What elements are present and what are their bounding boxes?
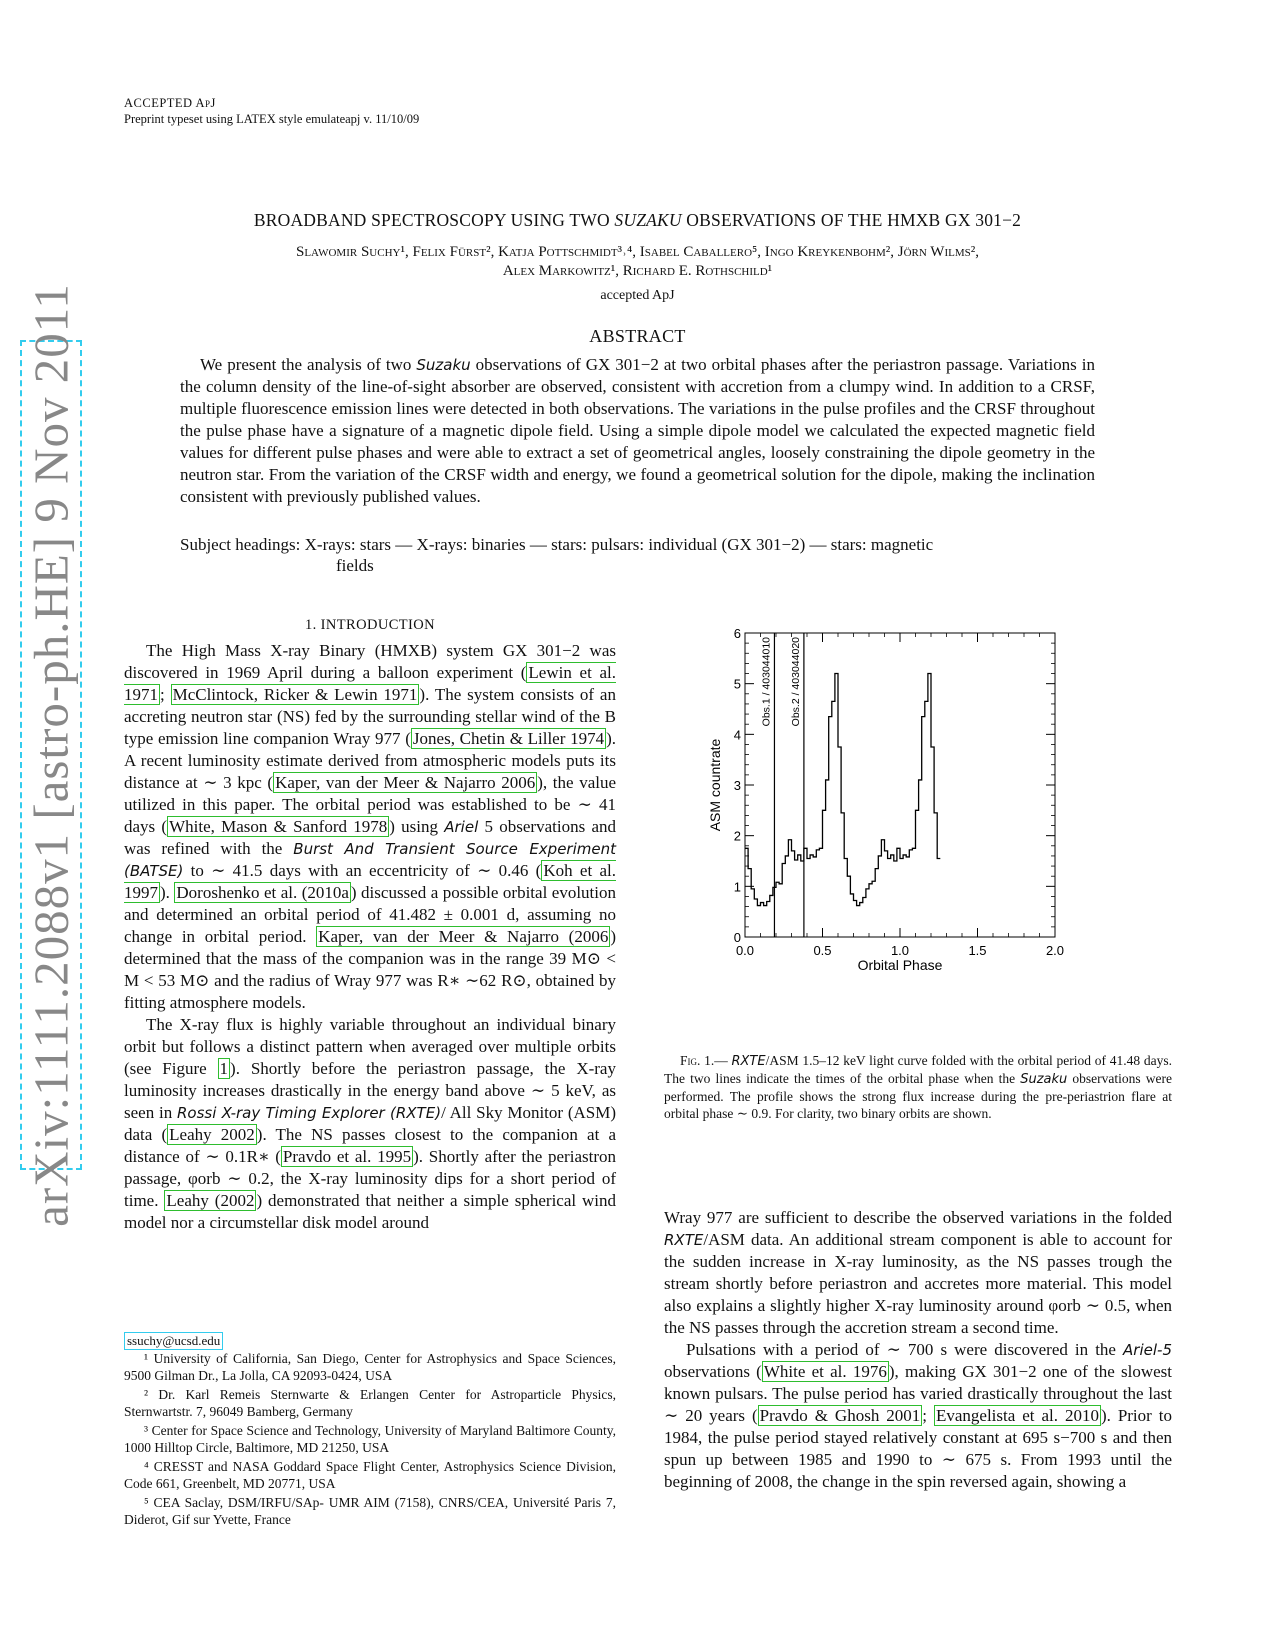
y-tick-label: 2	[733, 828, 741, 844]
preprint-note: Preprint typeset using LATEX style emulateapj v. 11/10/09	[124, 112, 420, 126]
accepted-note: accepted ApJ	[600, 288, 675, 303]
journal-label: ACCEPTED ApJ	[124, 96, 216, 110]
asm-light-curve-chart	[707, 625, 1155, 1035]
arxiv-stamp[interactable]: arXiv:1111.2088v1 [astro-ph.HE] 9 Nov 2011	[23, 283, 79, 1227]
citation-link[interactable]: Pravdo et al. 1995	[282, 1147, 412, 1166]
authors-line-2: Alex Markowitz¹, Richard E. Rothschild¹	[502, 263, 773, 279]
section-heading: 1. INTRODUCTION	[304, 617, 436, 633]
authors-line-1: Slawomir Suchy¹, Felix Fürst², Katja Pottschmidt³˒⁴, Isabel Caballero⁵, Ingo Kreykenbohm², Jörn Wilms²,	[295, 244, 979, 260]
y-axis-label: ASM countrate	[707, 738, 723, 832]
x-tick-label: 0.0	[735, 943, 755, 958]
footnotes	[124, 1350, 616, 1530]
y-tick-label: 4	[733, 727, 741, 743]
right-paragraph-1: Wray 977 are sufficient to describe the observed variations in the folded RXTE/ASM data. An additional stream component is able to account for the sudden increase in X-ray luminosity, as the NS passes trough the stream shortly before periastron and accretes more material. This model also explains a slightly higher X-ray luminosity around φorb ∼ 0.5, when the NS passes through the accretion stream a second time.	[664, 1208, 1172, 1337]
intro-paragraph-2: The X-ray flux is highly variable throughout an individual binary orbit but follows a distinct pattern when averaged over multiple orbits (see Figure 1 ). Shortly before the periastron passage, the X-ray luminosity increases drastically in the energy band above ∼ 5 keV, as seen in Rossi X-ray Timing Explorer (RXTE)/ All Sky Monitor (ASM) data ( Leahy 2002 ). The NS passes closest to the companion at a distance of ∼ 0.1R∗ ( Pravdo et al. 1995 ). Shortly after the periastron passage, φorb ∼ 0.2, the X-ray luminosity dips for a short period of time. Leahy (2002 ) demonstrated that neither a simple spherical wind model nor a circumstellar disk model around	[124, 1015, 617, 1232]
y-tick-label: 3	[733, 778, 741, 793]
subject-headings: Subject headings: X-rays: stars — X-rays: binaries — stars: pulsars: individual (GX 301−2) — stars: magnetic	[180, 535, 934, 554]
intro-paragraph-1: The High Mass X-ray Binary (HMXB) system GX 301−2 was discovered in 1969 April during a balloon experiment ( Lewin et al. 1971 ; McClintock, Ricker & Lewin 1971 ). The system consists of an accreting neutron star (NS) fed by the surrounding stellar wind of the B type emission line companion Wray 977 ( Jones, Chetin & Liller 1974 ). A recent luminosity estimate derived from atmospheric models puts its distance at ∼ 3 kpc ( Kaper, van der Meer & Najarro 2006 ), the value utilized in this paper. The orbital period was established to be ∼ 41 days ( White, Mason & Sanford 1978 ) using Ariel 5 observations and was refined with the Burst And Transient Source Experiment (BATSE) to ∼ 41.5 days with an eccentricity of ∼ 0.46 ( Koh et al. 1997 ). Doroshenko et al. (2010a ) discussed a possible orbital evolution and determined an orbital period of 41.482 ± 0.001 d, assuming no change in orbital period. Kaper, van der Meer & Najarro (2006 ) determined that the mass of the companion was in the range 39 M⊙ < M < 53 M⊙ and the radius of Wray 977 was R∗ ∼62 R⊙, obtained by fitting atmosphere models.	[124, 641, 617, 1012]
citation-link[interactable]: Leahy (2002	[166, 1191, 255, 1210]
x-tick-label: 0.5	[813, 943, 832, 958]
footnote-2: ² Dr. Karl Remeis Sternwarte & Erlangen Center for Astroparticle Physics, Sternwartstr. 7, 96049 Bamberg, Germany	[124, 1387, 616, 1419]
citation-link[interactable]: Leahy 2002	[169, 1125, 255, 1144]
figure-link[interactable]: 1	[219, 1059, 229, 1078]
footnote-4: ⁴ CRESST and NASA Goddard Space Flight Center, Astrophysics Science Division, Code 661, Greenbelt, MD 20771, USA	[124, 1459, 616, 1491]
y-tick-label: 0	[733, 930, 741, 945]
x-axis-label: Orbital Phase	[857, 957, 943, 973]
citation-link[interactable]: White, Mason & Sanford 1978	[169, 817, 388, 836]
paper-title: BROADBAND SPECTROSCOPY USING TWO SUZAKU OBSERVATIONS OF THE HMXB GX 301−2	[253, 210, 1022, 230]
footnote-3: ³ Center for Space Science and Technology, University of Maryland Baltimore County, 1000 Hilltop Circle, Baltimore, MD 21250, USA	[124, 1423, 616, 1455]
column-right	[664, 1207, 1172, 1493]
observation-label-2: Obs.2 / 403044020	[789, 637, 802, 727]
x-tick-label: 2.0	[1045, 943, 1065, 958]
citation-link[interactable]: White et al. 1976	[763, 1362, 887, 1381]
footnote-1: ¹ University of California, San Diego, Center for Astrophysics and Space Sciences, 9500 Gilman Dr., La Jolla, CA 92093-0424, USA	[124, 1351, 616, 1383]
right-paragraph-2: Pulsations with a period of ∼ 700 s were discovered in the Ariel-5 observations ( White et al. 1976 ), making GX 301−2 one of the slowest known pulsars. The pulse period has varied drastically throughout the last ∼ 20 years ( Pravdo & Ghosh 2001 ; Evangelista et al. 2010 ). Prior to 1984, the pulse period stayed relatively constant at 695 s−700 s and then spun up between 1985 and 1990 to ∼ 675 s. From 1993 until the beginning of 2008, the change in the spin reversed again, showing a	[664, 1340, 1172, 1491]
x-tick-label: 1.5	[968, 943, 987, 958]
observation-label-1: Obs.1 / 403044010	[760, 637, 773, 727]
y-tick-label: 5	[733, 676, 741, 692]
subject-headings-cont: fields	[336, 556, 374, 575]
citation-link[interactable]: Jones, Chetin & Liller 1974	[412, 729, 605, 748]
citation-link[interactable]: Doroshenko et al. (2010a	[176, 883, 349, 902]
citation-link[interactable]: Evangelista et al. 2010	[935, 1406, 1099, 1425]
author-list	[120, 243, 1155, 281]
figure-caption: Fig. 1.— RXTE/ASM 1.5–12 keV light curve folded with the orbital period of 41.48 days. The two lines indicate the times of the orbital phase when the Suzaku observations were performed. The profile shows the strong flux increase during the pre-periastrion flare at orbital phase ∼ 0.9. For clarity, two binary orbits are shown.	[664, 1053, 1173, 1121]
y-tick-label: 6	[733, 626, 741, 641]
author-email[interactable]: ssuchy@ucsd.edu	[124, 1332, 223, 1350]
citation-link[interactable]: Lewin et al. 1971	[124, 663, 617, 704]
citation-link[interactable]: Kaper, van der Meer & Najarro 2006	[275, 773, 536, 792]
footnote-5: ⁵ CEA Saclay, DSM/IRFU/SAp- UMR AIM (7158), CNRS/CEA, Université Paris 7, Diderot, Gif sur Yvette, France	[124, 1495, 616, 1527]
citation-link[interactable]: Kaper, van der Meer & Najarro (2006	[318, 927, 609, 946]
y-tick-label: 1	[733, 879, 741, 895]
citation-link[interactable]: Pravdo & Ghosh 2001	[759, 1406, 921, 1425]
citation-link[interactable]: Koh et al. 1997	[124, 861, 616, 902]
x-tick-label: 1.0	[890, 943, 910, 958]
column-left	[124, 640, 616, 1234]
abstract-heading: ABSTRACT	[589, 326, 686, 346]
running-header	[124, 95, 419, 127]
abstract-body: We present the analysis of two Suzaku observations of GX 301−2 at two orbital phases after the periastron passage. Variations in the column density of the line-of-sight absorber are observed, consistent with accretion from a clumpy wind. In addition to a CRSF, multiple fluorescence emission lines were detected in both observations. The variations in the pulse profiles and the CRSF throughout the pulse phase have a signature of a magnetic dipole field. Using a simple dipole model we calculated the expected magnetic field values for different pulse phases and were able to extract a set of geometrical angles, loosely constraining the dipole geometry in the neutron star. From the variation of the CRSF width and energy, we found a geometrical solution for the dipole, making the inclination consistent with previously published values.	[180, 355, 1095, 506]
citation-link[interactable]: McClintock, Ricker & Lewin 1971	[172, 685, 418, 704]
